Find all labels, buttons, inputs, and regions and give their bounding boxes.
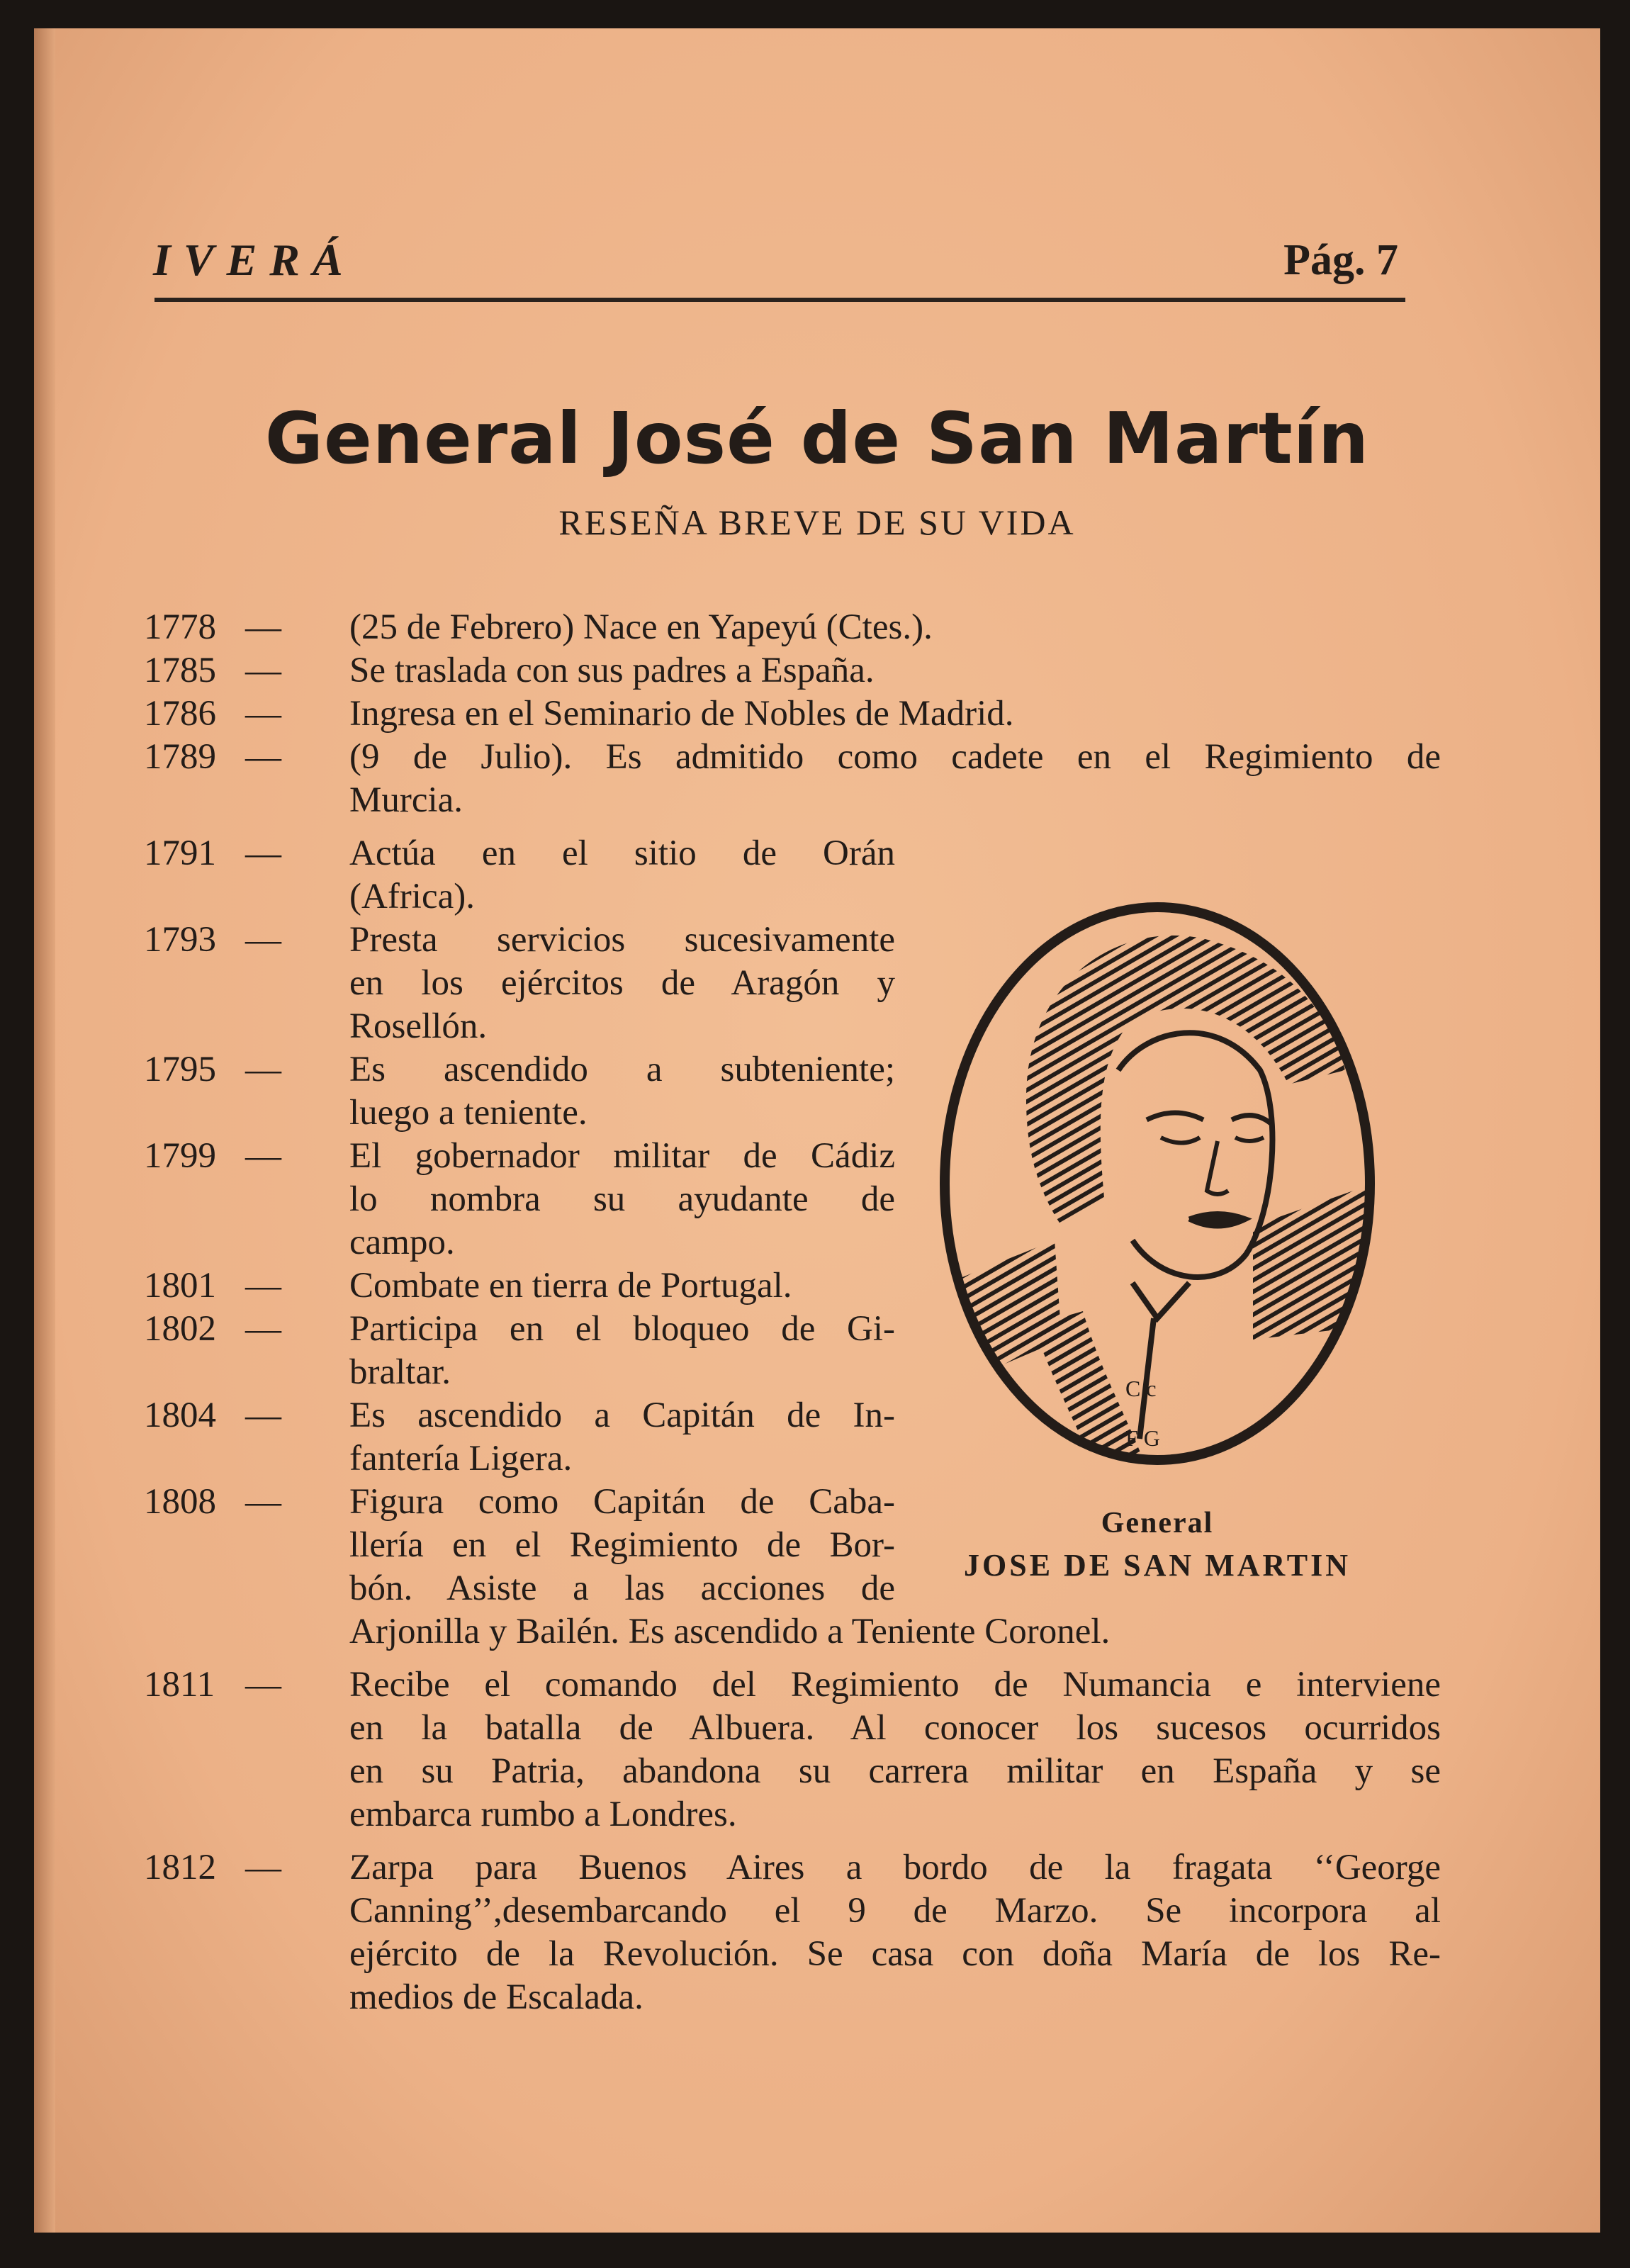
portrait-signature-2: F G (1125, 1425, 1160, 1451)
entry-dash: — (245, 1136, 281, 1176)
entry-year: 1802 (144, 1309, 216, 1349)
entry-line: campo. (349, 1223, 455, 1262)
entry-dash: — (245, 737, 281, 777)
entry-text (349, 1663, 1441, 1836)
entry-text (349, 736, 1441, 822)
entry-line: en la batalla de Albuera. Al conocer los sucesos ocurridos (349, 1708, 1441, 1748)
running-header-publication: IVERÁ (153, 235, 356, 285)
portrait-illustration (920, 886, 1395, 1488)
entry-line: Presta servicios sucesivamente (349, 920, 895, 960)
entry-dash: — (245, 651, 281, 690)
entry-dash: — (245, 1482, 281, 1522)
entry-line: llería en el Regimiento de Bor- (349, 1525, 895, 1565)
entry-text (349, 649, 1441, 692)
portrait-caption-line2: JOSE DE SAN MARTIN (964, 1548, 1351, 1583)
entry-dash: — (245, 1665, 281, 1705)
entry-line: en los ejércitos de Aragón y (349, 963, 895, 1003)
chronology-entry (144, 692, 1441, 736)
entry-text (349, 692, 1441, 736)
entry-line: luego a teniente. (349, 1093, 588, 1133)
chronology-entry (144, 1846, 1441, 2019)
entry-line: Combate en tierra de Portugal. (349, 1266, 792, 1306)
chronology-entry (144, 1663, 1441, 1836)
entry-text (349, 606, 1441, 649)
entry-year: 1804 (144, 1396, 216, 1435)
entry-year: 1812 (144, 1848, 216, 1887)
entry-line: Figura como Capitán de Caba- (349, 1482, 895, 1522)
entry-year: 1801 (144, 1266, 216, 1306)
entry-year: 1799 (144, 1136, 216, 1176)
entry-line: (25 de Febrero) Nace en Yapeyú (Ctes.). (349, 607, 933, 647)
header-rule (154, 298, 1405, 302)
entry-dash: — (245, 1266, 281, 1306)
entry-line: Recibe el comando del Regimiento de Numancia e interviene (349, 1665, 1441, 1705)
entry-line: Canning’’,desembarcando el 9 de Marzo. Se incorpora al (349, 1891, 1441, 1931)
entry-line: Zarpa para Buenos Aires a bordo de la fragata ‘‘George (349, 1848, 1441, 1887)
entry-year: 1789 (144, 737, 216, 777)
entry-year: 1793 (144, 920, 216, 960)
entry-line: lo nombra su ayudante de (349, 1179, 895, 1219)
page-number: Pág. 7 (1283, 236, 1398, 284)
book-page (34, 28, 1600, 2233)
chronology-entry (144, 649, 1441, 692)
entry-line: Es ascendido a Capitán de In- (349, 1396, 895, 1435)
entry-dash: — (245, 1396, 281, 1435)
entry-line: bón. Asiste a las acciones de (349, 1568, 895, 1608)
entry-dash: — (245, 1050, 281, 1089)
article-title: General José de San Martín (264, 397, 1370, 480)
entry-line: (9 de Julio). Es admitido como cadete en el Regimiento de (349, 737, 1441, 777)
entry-line: Ingresa en el Seminario de Nobles de Madrid. (349, 694, 1014, 734)
entry-line: Arjonilla y Bailén. Es ascendido a Teniente Coronel. (349, 1612, 1111, 1651)
entry-line: fantería Ligera. (349, 1439, 573, 1478)
chronology-entry (144, 736, 1441, 822)
article-subtitle: RESEÑA BREVE DE SU VIDA (558, 503, 1076, 542)
entry-line: Murcia. (349, 780, 463, 820)
portrait-signature: C c (1125, 1376, 1157, 1401)
entry-year: 1786 (144, 694, 216, 734)
entry-dash: — (245, 607, 281, 647)
chronology-entry (144, 606, 1441, 649)
entry-dash: — (245, 1309, 281, 1349)
entry-line: El gobernador militar de Cádiz (349, 1136, 895, 1176)
entry-year: 1778 (144, 607, 216, 647)
entry-text (349, 1846, 1441, 2019)
entry-line: Participa en el bloqueo de Gi- (349, 1309, 895, 1349)
entry-dash: — (245, 694, 281, 734)
entry-dash: — (245, 920, 281, 960)
entry-year: 1808 (144, 1482, 216, 1522)
entry-line: Se traslada con sus padres a España. (349, 651, 875, 690)
entry-dash: — (245, 1848, 281, 1887)
entry-dash: — (245, 833, 281, 873)
entry-year: 1791 (144, 833, 216, 873)
entry-line: en su Patria, abandona su carrera militar en España y se (349, 1751, 1441, 1791)
entry-line: braltar. (349, 1352, 451, 1392)
portrait-caption-line1: General (1101, 1507, 1214, 1539)
page-spine-edge (34, 28, 55, 2233)
entry-line: Actúa en el sitio de Orán (349, 833, 895, 873)
entry-line: Rosellón. (349, 1006, 488, 1046)
entry-year: 1795 (144, 1050, 216, 1089)
entry-line: (Africa). (349, 877, 475, 916)
entry-line: medios de Escalada. (349, 1977, 643, 2017)
entry-line: Es ascendido a subteniente; (349, 1050, 895, 1089)
entry-line: embarca rumbo a Londres. (349, 1795, 737, 1834)
entry-year: 1785 (144, 651, 216, 690)
entry-year: 1811 (144, 1665, 215, 1705)
entry-line: ejército de la Revolución. Se casa con doña María de los Re- (349, 1934, 1441, 1974)
